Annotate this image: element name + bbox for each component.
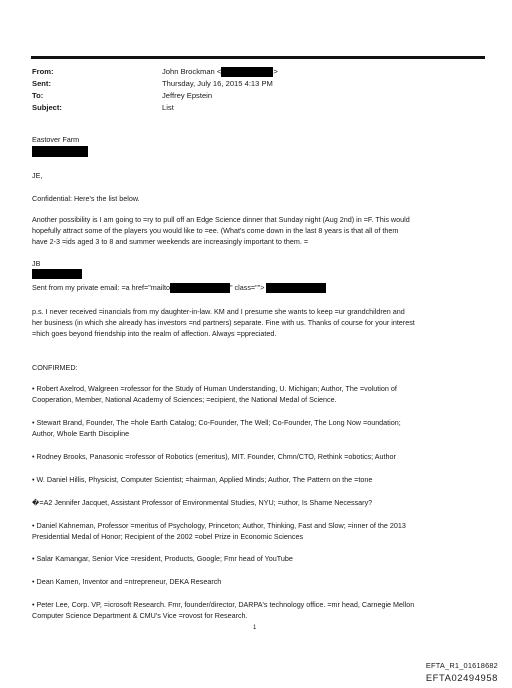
from-name: John Brockman <: [162, 67, 222, 76]
from-value: [162, 66, 278, 77]
private-email-line: [32, 282, 484, 293]
ps-line1: p.s. I never received =inancials from my daughter-in-law. KM and I presume she wants to keep =ur grandchildren and: [32, 307, 405, 316]
from-label: From:: [32, 67, 54, 76]
list-item: • Robert Axelrod, Walgreen =rofessor for the Study of Human Understanding, U. Michigan; Author, The =volution of: [32, 384, 397, 393]
confirmed-heading: CONFIRMED:: [32, 363, 78, 372]
greeting: JE,: [32, 171, 43, 180]
redaction-box: [170, 283, 230, 293]
from-close: >: [273, 67, 278, 76]
redaction-box: [266, 283, 326, 293]
ps-line2: her business (in which she already has investors =nd partners) separate. Fine with us. Thanks of course for your interest: [32, 318, 415, 327]
bates-number-2: EFTA02494958: [425, 672, 498, 683]
paragraph1-line2: hopefully attract some of the players you would like to =ee. (What's come down in the last 8 years is that all of them: [32, 226, 399, 235]
list-item: �=A2 Jennifer Jacquet, Assistant Professor of Environmental Studies, NYU; =uthor, Is Shame Necessary?: [32, 498, 373, 507]
list-item: • Salar Kamangar, Senior Vice =resident, Products, Google; Fmr head of YouTube: [32, 554, 293, 563]
page-number: 1: [253, 625, 257, 631]
redaction-box: [32, 269, 82, 279]
intro-line: Confidential: Here's the list below.: [32, 194, 140, 203]
list-item-cont: Presidential Medal of Honor; Recipient of the 2002 =obel Prize in Economic Sciences: [32, 532, 304, 541]
sent-label: Sent:: [32, 79, 51, 88]
to-label: To:: [32, 91, 44, 100]
private-email-prefix: Sent from my private email: =a href="mailto: [32, 283, 170, 292]
location-line: Eastover Farm: [32, 135, 80, 144]
list-item: • Stewart Brand, Founder, The =hole Earth Catalog; Co-Founder, The Well; Co-Founder, The Long Now =oundation;: [32, 418, 401, 427]
list-item-cont: Author, Whole Earth Discipline: [32, 429, 130, 438]
subject-value: List: [162, 103, 174, 112]
list-item: • Peter Lee, Corp. VP, =icrosoft Research. Fmr, founder/director, DARPA's technology office. =mr head, Carnegie Mellon: [32, 600, 415, 609]
list-item: • W. Daniel Hillis, Physicist, Computer Scientist; =hairman, Applied Minds; Author, The Pattern on the =tone: [32, 475, 373, 484]
redaction-box: [32, 146, 88, 157]
to-value: Jeffrey Epstein: [162, 91, 213, 100]
ps-line3: =hich goes beyond friendship into the realm of affection. Always =ppreciated.: [32, 329, 277, 338]
list-item: • Dean Kamen, Inventor and =ntrepreneur, DEKA Research: [32, 577, 222, 586]
list-item-cont: Cooperation, Member, National Academy of Sciences; =ecipient, the National Medal of Science.: [32, 395, 337, 404]
private-email-mid: " class="">: [229, 283, 265, 292]
sent-value: Thursday, July 16, 2015 4:13 PM: [162, 79, 273, 88]
redaction-box: [221, 67, 273, 77]
list-item: • Rodney Brooks, Panasonic =rofessor of Robotics (emeritus), MIT. Founder, Chmn/CTO, Rethink =obotics; Author: [32, 452, 396, 461]
list-item: • Daniel Kahneman, Professor =meritus of Psychology, Princeton; Author, Thinking, Fast and Slow; =inner of the 2013: [32, 521, 406, 530]
header-rule: [31, 56, 485, 59]
paragraph1-line1: Another possibility is I am going to =ry to pull off an Edge Science dinner that Sunday night (Aug 2nd) in =F. This would: [32, 215, 410, 224]
paragraph1-line3: have 2-3 =ids aged 3 to 8 and summer weekends are increasingly important to them. =: [32, 237, 309, 246]
list-item-cont: Computer Science Department & CMU's Vice =rovost for Research.: [32, 611, 248, 620]
subject-label: Subject:: [32, 103, 62, 112]
signoff: JB: [32, 259, 41, 268]
bates-number-1: EFTA_R1_01618682: [425, 661, 498, 670]
